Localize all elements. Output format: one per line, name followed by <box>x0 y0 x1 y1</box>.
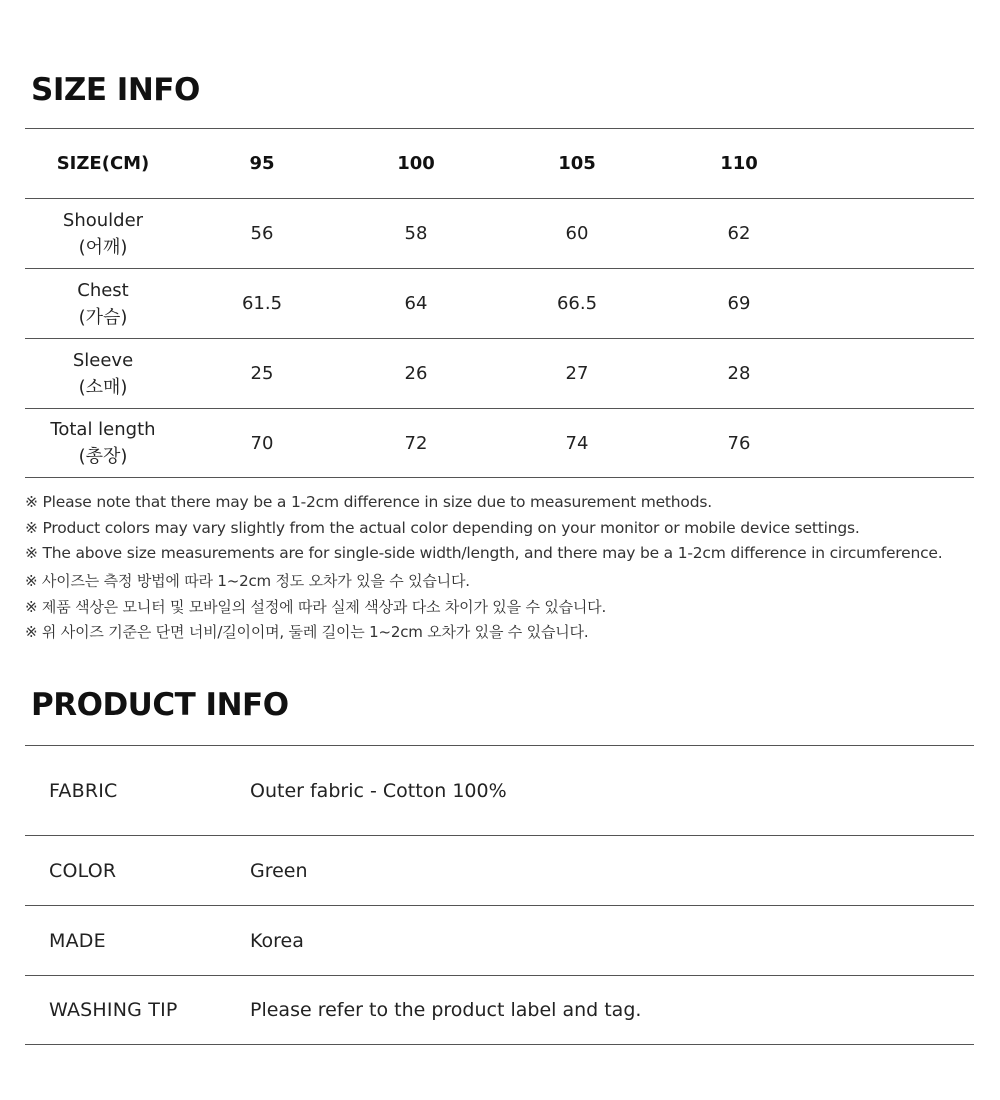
row-label <box>25 416 181 470</box>
product-info-table <box>25 745 974 1045</box>
row-label <box>25 207 181 261</box>
size-value: 64 <box>404 293 428 314</box>
size-value: 69 <box>727 293 751 314</box>
note-single-side: ※ The above size measurements are for single-side width/length, and there may be a 1-2cm difference in circumference. <box>25 544 943 562</box>
header-size-110: 110 <box>720 153 758 174</box>
size-value: 62 <box>727 223 751 244</box>
size-notes-en <box>25 490 985 567</box>
product-row-washing-tip <box>25 975 974 1045</box>
header-size-95: 95 <box>249 153 275 174</box>
note-measurement: ※ Please note that there may be a 1-2cm difference in size due to measurement methods. <box>25 493 712 511</box>
size-value: 72 <box>404 432 428 454</box>
size-row-chest <box>25 268 974 338</box>
header-size-100: 100 <box>397 153 435 174</box>
product-row-fabric <box>25 745 974 835</box>
header-size-cm: SIZE(CM) <box>56 153 150 174</box>
size-value: 56 <box>250 223 274 244</box>
product-value: Please refer to the product label and tag. <box>250 999 642 1021</box>
product-row-made <box>25 905 974 975</box>
product-key: COLOR <box>49 859 117 882</box>
note-ko-single-side: ※ 위 사이즈 기준은 단면 너비/길이이며, 둘레 길이는 1~2cm 오차가 있을 수 있습니다. <box>25 623 589 641</box>
row-label <box>25 277 181 331</box>
size-value: 60 <box>565 223 589 244</box>
note-color: ※ Product colors may vary slightly from the actual color depending on your monitor or mobile device settings. <box>25 518 860 537</box>
row-label-en: Shoulder <box>62 209 144 231</box>
note-ko-color: ※ 제품 색상은 모니터 및 모바일의 설정에 따라 실제 색상과 다소 차이가 있을 수 있습니다. <box>25 597 607 616</box>
size-value: 28 <box>727 363 751 384</box>
size-info-title: SIZE INFO <box>31 72 200 108</box>
note-ko-measurement: ※ 사이즈는 측정 방법에 따라 1~2cm 정도 오차가 있을 수 있습니다. <box>25 572 470 590</box>
product-key: WASHING TIP <box>49 999 178 1021</box>
product-value: Korea <box>250 929 304 952</box>
size-value: 58 <box>404 223 428 244</box>
size-value: 26 <box>404 363 428 384</box>
size-table <box>25 128 974 478</box>
size-row-total-length <box>25 408 974 478</box>
product-value: Outer fabric - Cotton 100% <box>250 779 507 802</box>
size-row-shoulder <box>25 198 974 268</box>
row-label-ko: (어깨) <box>78 236 128 258</box>
product-key: MADE <box>49 929 106 952</box>
size-notes-ko <box>25 569 985 646</box>
row-label-en: Sleeve <box>72 349 134 371</box>
size-value: 76 <box>727 432 751 454</box>
product-key: FABRIC <box>49 779 118 802</box>
row-label-ko: (소매) <box>78 376 128 398</box>
size-value: 27 <box>565 363 589 384</box>
row-label <box>25 347 181 401</box>
size-value: 66.5 <box>556 293 598 314</box>
size-value: 25 <box>250 363 274 384</box>
row-label-en: Total length <box>50 419 156 440</box>
product-row-color <box>25 835 974 905</box>
size-value: 70 <box>250 432 274 454</box>
size-value: 61.5 <box>241 293 283 314</box>
size-value: 74 <box>565 432 589 454</box>
row-label-en: Chest <box>77 279 129 301</box>
size-table-header <box>25 128 974 198</box>
product-value: Green <box>250 859 308 882</box>
size-row-sleeve <box>25 338 974 408</box>
row-label-ko: (가슴) <box>78 306 128 328</box>
header-size-105: 105 <box>558 153 596 174</box>
row-label-ko: (총장) <box>78 446 128 467</box>
product-info-title: PRODUCT INFO <box>31 687 289 723</box>
